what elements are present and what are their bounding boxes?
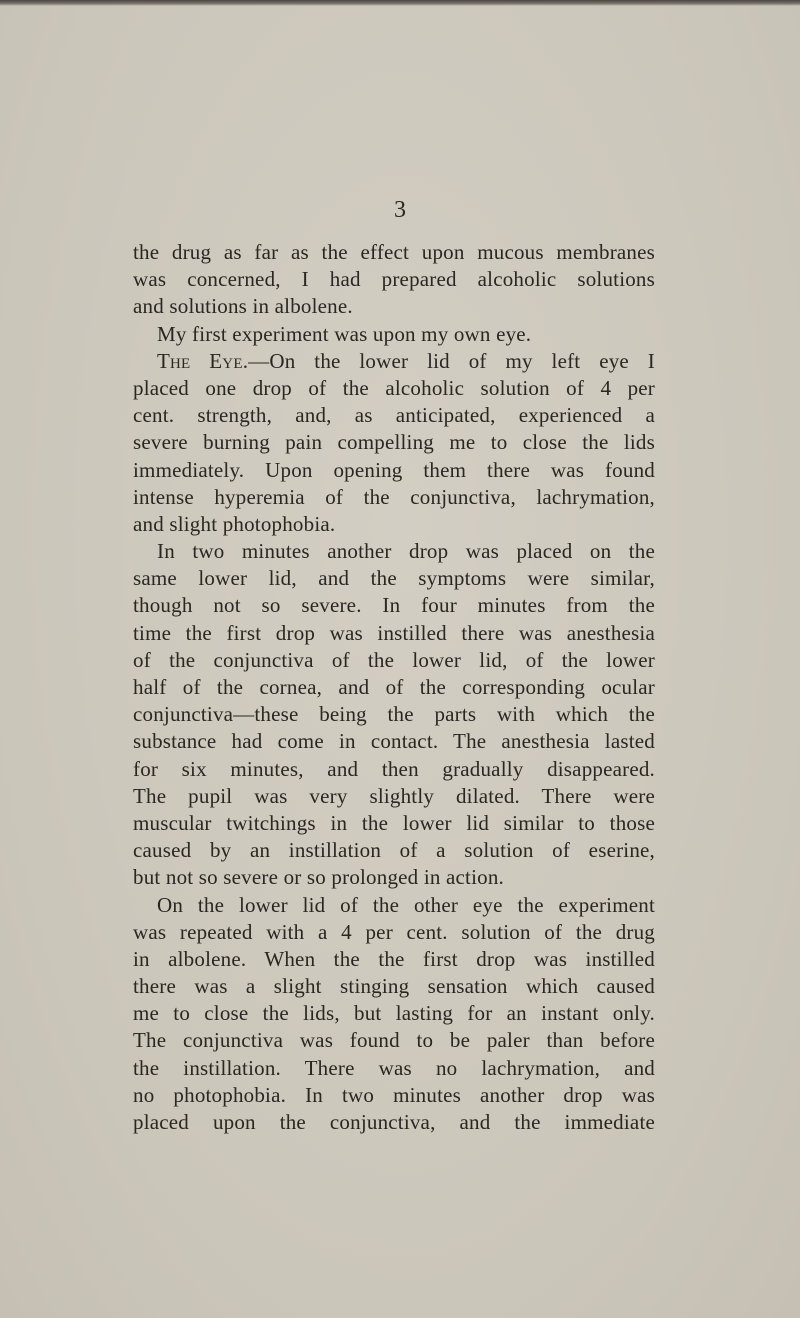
text-line bbox=[133, 429, 655, 456]
line-text: in albolene. When the the first drop was instilled bbox=[133, 946, 655, 971]
line-text: was repeated with a 4 per cent. solution of the drug bbox=[133, 919, 655, 944]
text-line bbox=[133, 402, 655, 429]
line-text: placed one drop of the alcoholic solution of 4 per bbox=[133, 375, 655, 400]
line-text: and slight photophobia. bbox=[133, 511, 336, 536]
line-text: and solutions in albolene. bbox=[133, 294, 353, 319]
text-line bbox=[133, 973, 655, 1000]
line-text: though not so severe. In four minutes from the bbox=[133, 593, 655, 618]
text-line bbox=[133, 1000, 655, 1027]
line-text: severe burning pain compelling me to close the lids bbox=[133, 430, 655, 455]
text-line bbox=[133, 321, 655, 348]
text-line bbox=[133, 375, 655, 402]
page-number: 3 bbox=[394, 197, 406, 223]
line-text: but not so severe or so prolonged in action. bbox=[133, 865, 504, 890]
line-text: immediately. Upon opening them there was found bbox=[133, 457, 655, 482]
text-line bbox=[133, 565, 655, 592]
line-text: conjunctiva—these being the parts with which the bbox=[133, 702, 655, 727]
text-line bbox=[133, 1109, 655, 1136]
text-line bbox=[133, 620, 655, 647]
line-text: placed upon the conjunctiva, and the immediate bbox=[133, 1110, 655, 1134]
text-line bbox=[133, 728, 655, 755]
line-text: My first experiment was upon my own eye. bbox=[157, 321, 532, 346]
text-line bbox=[133, 1055, 655, 1082]
line-text: the instillation. There was no lachrymation, and bbox=[133, 1055, 655, 1080]
text-line bbox=[133, 674, 655, 701]
line-text: —On the lower lid of my left eye I bbox=[248, 348, 655, 373]
text-line bbox=[133, 864, 655, 891]
line-text: caused by an instillation of a solution of eserine, bbox=[133, 838, 655, 863]
line-text: no photophobia. In two minutes another drop was bbox=[133, 1082, 655, 1107]
text-line bbox=[133, 837, 655, 864]
text-line bbox=[133, 484, 655, 511]
line-text: me to close the lids, but lasting for an instant only. bbox=[133, 1001, 655, 1026]
line-text: substance had come in contact. The anesthesia lasted bbox=[133, 729, 655, 754]
section-heading: The Eye. bbox=[157, 348, 249, 373]
text-line bbox=[133, 348, 655, 375]
text-line bbox=[133, 1027, 655, 1054]
text-line bbox=[133, 538, 655, 565]
text-line bbox=[133, 810, 655, 837]
text-line bbox=[133, 701, 655, 728]
text-line bbox=[133, 756, 655, 783]
line-text: of the conjunctiva of the lower lid, of the lower bbox=[133, 647, 655, 672]
text-line bbox=[133, 783, 655, 810]
text-line bbox=[133, 293, 655, 320]
line-text: the drug as far as the effect upon mucous membranes bbox=[133, 240, 655, 264]
text-line bbox=[133, 457, 655, 484]
line-text: intense hyperemia of the conjunctiva, lachrymation, bbox=[133, 484, 655, 509]
line-text: there was a slight stinging sensation which caused bbox=[133, 974, 655, 999]
text-line bbox=[133, 239, 655, 266]
line-text: The conjunctiva was found to be paler than before bbox=[133, 1028, 655, 1053]
line-text: half of the cornea, and of the corresponding ocular bbox=[133, 675, 655, 699]
text-line bbox=[133, 592, 655, 619]
line-text: The pupil was very slightly dilated. There were bbox=[133, 783, 655, 808]
text-line bbox=[133, 892, 655, 919]
text-line bbox=[133, 266, 655, 293]
line-text: time the first drop was instilled there was anesthesia bbox=[133, 620, 655, 645]
text-line bbox=[133, 946, 655, 973]
line-text: muscular twitchings in the lower lid similar to those bbox=[133, 810, 655, 835]
text-line bbox=[133, 1082, 655, 1109]
text-line bbox=[133, 511, 655, 538]
text-line bbox=[133, 919, 655, 946]
line-text: for six minutes, and then gradually disappeared. bbox=[133, 756, 655, 781]
body-text bbox=[133, 239, 655, 1136]
text-line bbox=[133, 647, 655, 674]
line-text: cent. strength, and, as anticipated, experienced a bbox=[133, 403, 655, 428]
line-text: was concerned, I had prepared alcoholic solutions bbox=[133, 267, 655, 292]
page-top-edge bbox=[0, 0, 800, 6]
line-text: On the lower lid of the other eye the experiment bbox=[157, 892, 655, 917]
line-text: same lower lid, and the symptoms were similar, bbox=[133, 566, 655, 591]
line-text: In two minutes another drop was placed on the bbox=[157, 539, 655, 564]
